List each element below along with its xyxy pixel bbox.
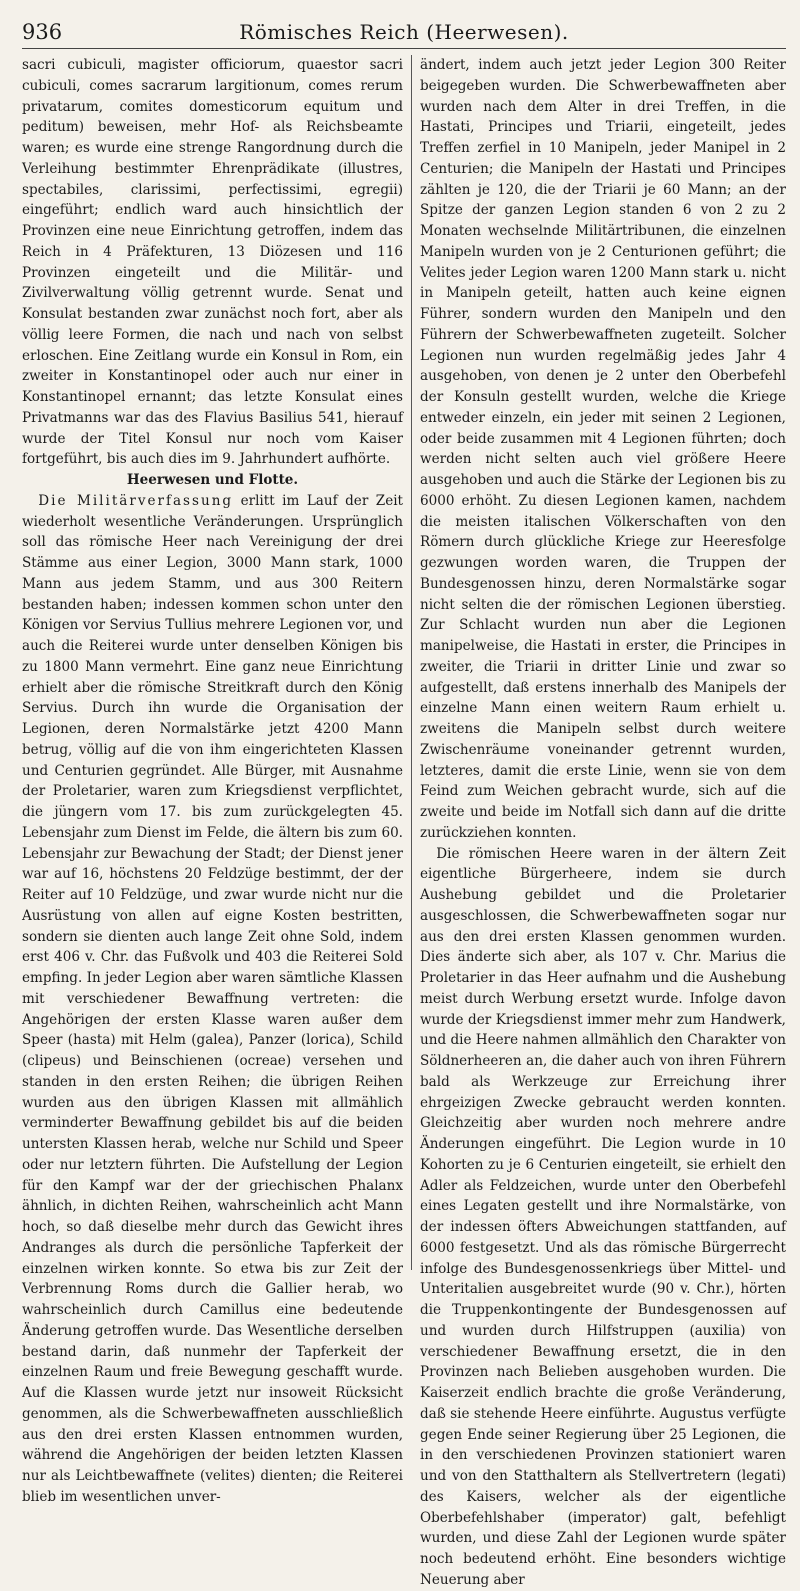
right-column bbox=[411, 55, 786, 1588]
page-header bbox=[22, 14, 786, 49]
page-number: 936 bbox=[22, 20, 63, 44]
paragraph bbox=[22, 491, 403, 1508]
running-title: Römisches Reich (Heerwesen). bbox=[239, 20, 569, 44]
paragraph: sacri cubiculi, magister officiorum, quaestor sacri cubiculi, comes sacrarum largitionum, comes rerum privatarum, comites domesticorum equitum und peditum) beweisen, mehr Hof- als Reichsbeamte waren; es wurde eine strenge Rangordnung durch die Verleihung bestimmter Ehrenprädikate (illustres, spectabiles, clarissimi, perfectissimi, egregii) eingeführt; endlich ward auch hinsichtlich der Provinzen eine neue Einrichtung getroffen, indem das Reich in 4 Präfekturen, 13 Diözesen und 116 Provinzen eingeteilt und die Militär- und Zivilverwaltung völlig getrennt wurde. Senat und Konsulat bestanden zwar zunächst noch fort, aber als völlig leere Formen, die nach und nach von selbst erloschen. Eine Zeitlang wurde ein Konsul in Rom, ein zweiter in Konstantinopel oder auch nur einer in Konstantinopel ernannt; das letzte Konsulat eines Privatmanns war das des Flavius Basilius 541, hierauf wurde der Titel Konsul nur noch vom Kaiser fortgeführt, bis auch dies im 9. Jahrhundert aufhörte. bbox=[22, 57, 403, 468]
text-columns bbox=[22, 55, 786, 1588]
paragraph: Die römischen Heere waren in der ältern Zeit eigentliche Bürgerheere, indem sie durch Aushebung gebildet und die Proletarier ausgeschlossen, die Schwerbewaffneten sogar nur aus den drei ersten Klassen genommen wurden. Dies änderte sich aber, als 107 v. Chr. Marius die Proletarier in das Heer aufnahm und die Aushebung meist durch Werbung ersetzt wurde. Infolge davon wurde der Kriegsdienst immer mehr zum Handwerk, und die Heere nahmen allmählich den Charakter von Söldnerheeren an, die daher auch von ihren Führern bald als Werkzeuge zur Erreichung ihrer ehrgeizigen Zwecke gebraucht werden konnten. Gleichzeitig aber wurden noch mehrere andre Änderungen eingeführt. Die Legion wurde in 10 Kohorten zu je 6 Centurien eingeteilt, sie erhielt den Adler als Feldzeichen, wurde unter den Oberbefehl eines Legaten gestellt und ihre Normalstärke, von der indessen öfters Abweichungen stattfanden, auf 6000 festgesetzt. Und als das römische Bürgerrecht infolge des Bundesgenossenkriegs über Mittel- und Unteritalien ausgebreitet wurde (90 v. Chr.), hörten die Truppenkontingente der Bundesgenossen auf und wurden durch Hilfstruppen (auxilia) von verschiedener Bewaffnung ersetzt, die in den Provinzen nach Belieben ausgehoben wurden. Die Kaiserzeit endlich brachte die große Veränderung, daß sie stehende Heere einführte. Augustus verfügte gegen Ende seiner Regierung über 25 Legionen, die in den verschiedenen Provinzen stationiert waren und von den Statthaltern als Stellvertretern (legati) des Kaisers, welcher als der eigentliche Oberbefehlshaber (imperator) galt, befehligt wurden, und diese Zahl der Legionen wurde später noch bedeutend erhöht. Eine besonders wichtige Neuerung aber bbox=[420, 845, 786, 1588]
left-column bbox=[22, 55, 411, 1505]
lead-term: Die Militärverfassung bbox=[38, 492, 234, 509]
paragraph: ändert, indem auch jetzt jeder Legion 300 Reiter beigegeben wurden. Die Schwerbewaffneten aber wurden nach dem Alter in drei Treffen, in die Hastati, Principes und Triarii, eingeteilt, jedes Treffen zerfiel in 10 Manipeln, jeder Manipel in 2 Centurien; die Manipeln der Hastati und Principes zählten je 120, die der Triarii je 60 Mann; an der Spitze der ganzen Legion standen 6 von 2 zu 2 Monaten wechselnde Militärtribunen, die einzelnen Manipeln wurden von je 2 Centurionen geführt; die Velites jeder Legion waren 1200 Mann stark u. nicht in Manipeln geteilt, hatten auch keine eignen Führer, sondern wurden den Manipeln und den Führern der Schwerbewaffneten zugeteilt. Solcher Legionen nun wurden regelmäßig jedes Jahr 4 ausgehoben, von denen je 2 unter den Oberbefehl der Konsuln gestellt wurden, welche die Kriege entweder einzeln, ein jeder mit seinen 2 Legionen, oder beide zusammen mit 4 Legionen führten; doch werden nicht selten auch viel größere Heere ausgehoben und auch die Stärke der Legionen bis zu 6000 erhöht. Zu diesen Legionen kamen, nachdem die meisten italischen Völkerschaften von den Römern durch glückliche Kriege zur Heeresfolge gezwungen worden waren, die Truppen der Bundesgenossen hinzu, deren Normalstärke sogar nicht selten die der römischen Legionen überstieg. Zur Schlacht wurden nun aber die Legionen manipelweise, die Hastati in erster, die Principes in zweiter, die Triarii in dritter Linie und zwar so aufgestellt, daß erstens innerhalb des Manipels der einzelne Mann einen weitern Raum erhielt u. zweitens die Manipeln selbst durch weitere Zwischenräume voneinander getrennt wurden, letzteres, damit die erste Linie, wenn sie von dem Feind zum Weichen gebracht wurde, sich auf die zweite und beide im Notfall sich dann auf die dritte zurückziehen konnten. bbox=[420, 57, 786, 841]
paragraph-text: erlitt im Lauf der Zeit wiederholt wesentliche Veränderungen. Ursprünglich soll das römische Heer nach Vereinigung der drei Stämme aus einer Legion, 3000 Mann stark, 1000 Mann aus jedem Stamm, und aus 300 Reitern bestanden haben; indessen kommen schon unter den Königen vor Servius Tullius mehrere Legionen vor, und auch die Reiterei wurde unter denselben Königen bis zu 1800 Mann vermehrt. Eine ganz neue Einrichtung erhielt aber die römische Streitkraft durch den König Servius. Durch ihn wurde die Organisation der Legionen, deren Normalstärke jetzt 4200 Mann betrug, völlig auf die von ihm eingerichteten Klassen und Centurien gegründet. Alle Bürger, mit Ausnahme der Proletarier, waren zum Kriegsdienst verpflichtet, die jüngern vom 17. bis zum zurückgelegten 45. Lebensjahr zum Dienst im Felde, die ältern bis zum 60. Lebensjahr zur Bewachung der Stadt; der Dienst jener war auf 16, höchstens 20 Feldzüge bestimmt, der der Reiter auf 10 Feldzüge, und zwar wurde nicht nur die Ausrüstung von allen auf eigne Kosten bestritten, sondern sie dienten auch lange Zeit ohne Sold, indem erst 406 v. Chr. das Fußvolk und 403 die Reiterei Sold empfing. In jeder Legion aber waren sämtliche Klassen mit verschiedener Bewaffnung vertreten: die Angehörigen der ersten Klasse waren außer dem Speer (hasta) mit Helm (galea), Panzer (lorica), Schild (clipeus) und Beinschienen (ocreae) versehen und standen in den ersten Reihen; die übrigen Reihen wurden aus den übrigen Klassen mit allmählich verminderter Bewaffnung gebildet bis auf die beiden untersten Klassen herab, welche nur Schild und Speer oder nur letztern führten. Die Aufstellung der Legion für den Kampf war der der griechischen Phalanx ähnlich, in dichten Reihen, wahrscheinlich acht Mann hoch, so daß dieselbe mehr durch das Gewicht ihres Andranges als durch die persönliche Tapferkeit der einzelnen wirken konnte. So etwa bis zur Zeit der Verbrennung Roms durch die Gallier herab, wo wahrscheinlich durch Camillus eine bedeutende Änderung getroffen wurde. Das Wesentliche derselben bestand darin, daß nunmehr der Tapferkeit der einzelnen Raum und freie Bewegung geschafft wurde. Auf die Klassen wurde jetzt nur insoweit Rücksicht genommen, als die Schwerbewaffneten ausschließlich aus den drei ersten Klassen entnommen wurden, während die Angehörigen der beiden letzten Klassen nur als Leichtbewaffnete (velites) dienten; die Reiterei blieb im wesentlichen unver- bbox=[22, 492, 403, 1505]
section-heading: Heerwesen und Flotte. bbox=[126, 472, 299, 488]
